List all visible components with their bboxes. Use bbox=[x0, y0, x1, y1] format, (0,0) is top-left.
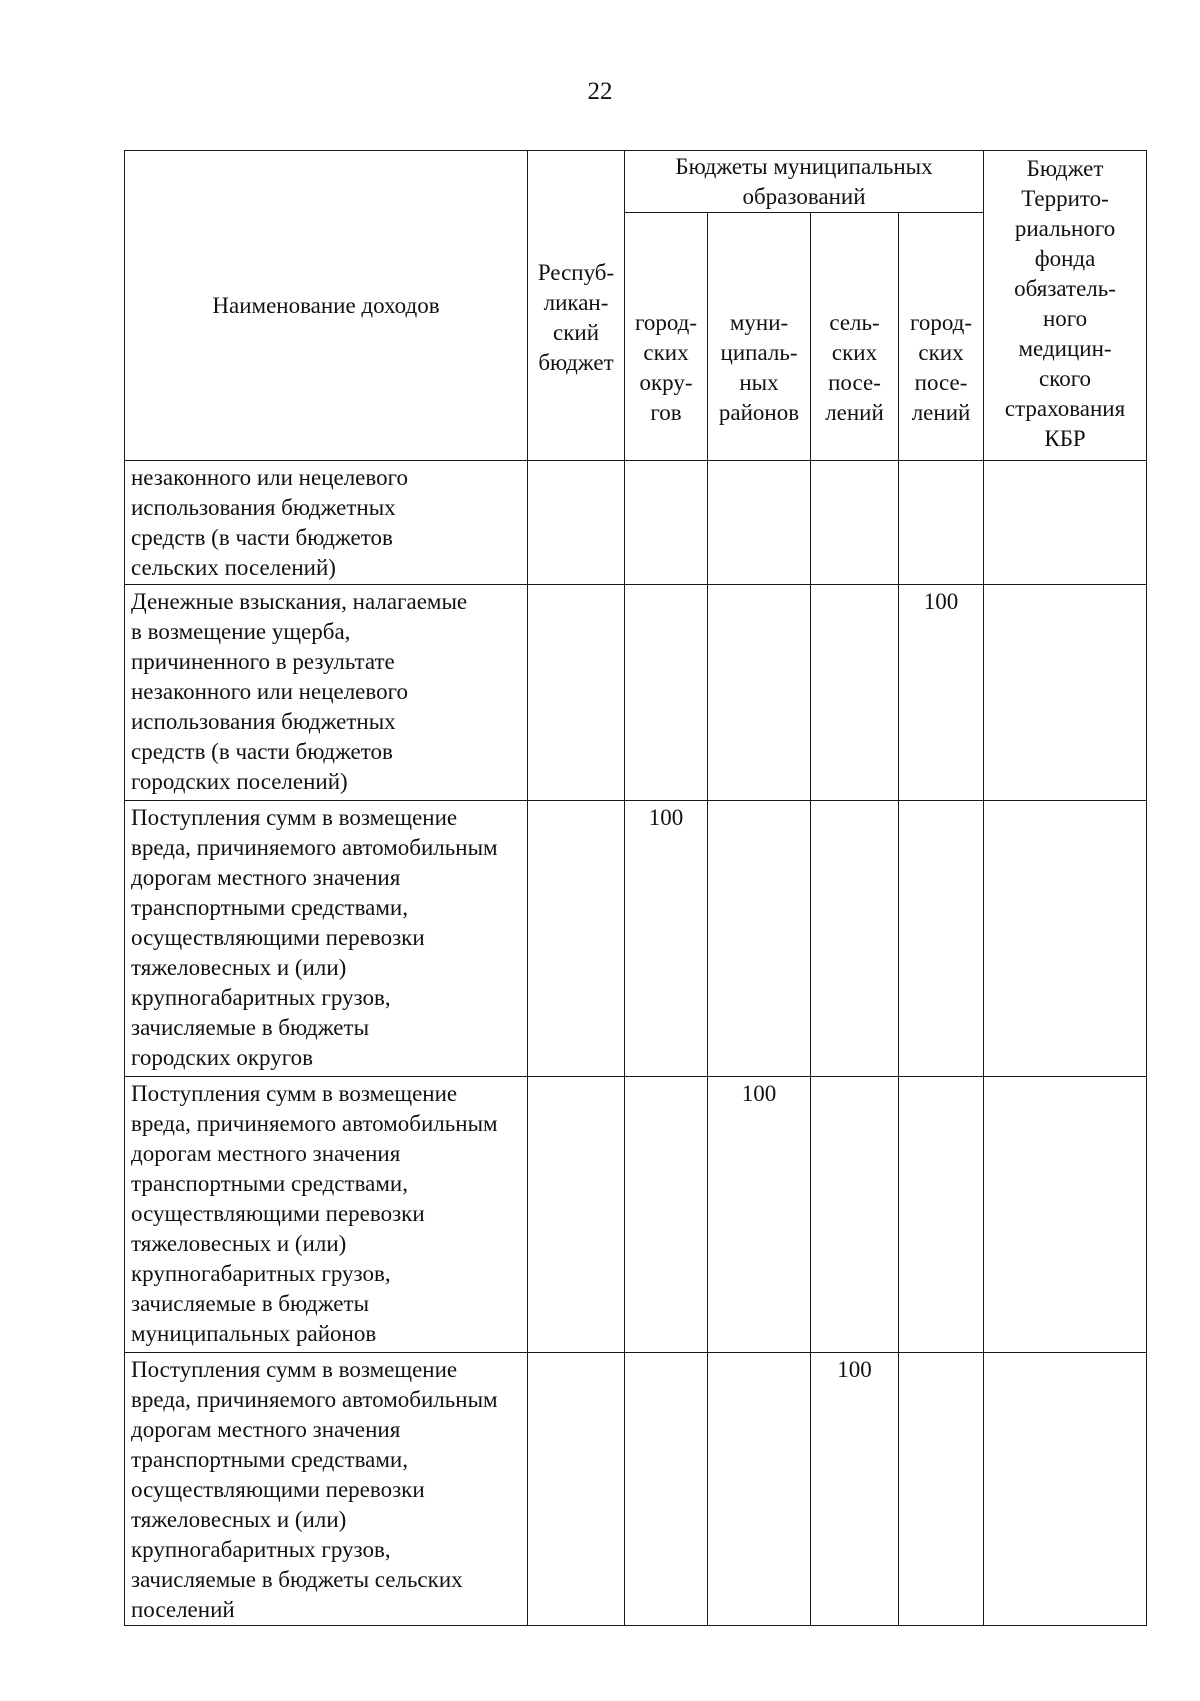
republic-value-cell bbox=[528, 1077, 625, 1353]
rural-settlements-value-cell bbox=[811, 461, 899, 585]
rural-settlements-value-cell: 100 bbox=[811, 1353, 899, 1626]
city-districts-value-cell: 100 bbox=[625, 801, 708, 1077]
header-municipal-districts bbox=[708, 213, 811, 461]
header-urban-settlements bbox=[899, 213, 984, 461]
urban-settlements-value-cell bbox=[899, 1077, 984, 1353]
header-municipal-budgets bbox=[625, 151, 984, 213]
municipal-districts-value-cell bbox=[708, 461, 811, 585]
table-row bbox=[125, 1353, 1147, 1626]
header-territorial-fund bbox=[984, 151, 1147, 461]
table-row bbox=[125, 801, 1147, 1077]
income-name-cell: Поступления сумм в возмещение вреда, причиняемого автомобильным дорогам местного значения транспортными средствами, осуществляющими перевозки тяжеловесных и (или) крупногабаритных грузов, зачисляемые в бюджеты сельских поселений bbox=[125, 1353, 528, 1626]
income-name-cell: Денежные взыскания, налагаемые в возмещение ущерба, причиненного в результате незаконного или нецелевого использования бюджетных средств (в части бюджетов городских поселений) bbox=[125, 585, 528, 801]
municipal-districts-value-cell bbox=[708, 801, 811, 1077]
territorial-fund-value-cell bbox=[984, 1353, 1147, 1626]
territorial-fund-value-cell bbox=[984, 1077, 1147, 1353]
header-municipal-budgets-label: Бюджеты муниципальных образований bbox=[675, 153, 933, 209]
income-name-cell: незаконного или нецелевого использования бюджетных средств (в части бюджетов сельских поселений) bbox=[125, 461, 528, 585]
republic-value-cell bbox=[528, 1353, 625, 1626]
urban-settlements-value-cell bbox=[899, 1353, 984, 1626]
table-row bbox=[125, 461, 1147, 585]
header-municipal-districts-label: муни- ципаль- ных районов bbox=[718, 309, 800, 425]
city-districts-value-cell bbox=[625, 585, 708, 801]
header-republic-budget bbox=[528, 151, 625, 461]
header-income-name-label: Наименование доходов bbox=[212, 292, 440, 318]
municipal-districts-value-cell: 100 bbox=[708, 1077, 811, 1353]
table-row bbox=[125, 585, 1147, 801]
header-city-districts bbox=[625, 213, 708, 461]
territorial-fund-value-cell bbox=[984, 801, 1147, 1077]
header-territorial-fund-label: Бюджет Террито- риального фонда обязатель- ного медицин- ского страхования КБР bbox=[1004, 156, 1126, 451]
income-distribution-table bbox=[124, 150, 1147, 1626]
header-rural-settlements-label: сель- ских посе- лений bbox=[825, 309, 884, 425]
header-republic-budget-label: Респуб- ликан- ский бюджет bbox=[537, 259, 615, 375]
city-districts-value-cell bbox=[625, 1077, 708, 1353]
header-row-top bbox=[125, 151, 1147, 213]
rural-settlements-value-cell bbox=[811, 1077, 899, 1353]
city-districts-value-cell bbox=[625, 1353, 708, 1626]
municipal-districts-value-cell bbox=[708, 585, 811, 801]
page-number: 22 bbox=[587, 78, 613, 105]
territorial-fund-value-cell bbox=[984, 461, 1147, 585]
income-name-cell: Поступления сумм в возмещение вреда, причиняемого автомобильным дорогам местного значения транспортными средствами, осуществляющими перевозки тяжеловесных и (или) крупногабаритных грузов, зачисляемые в бюджеты муниципальных районов bbox=[125, 1077, 528, 1353]
table-row bbox=[125, 1077, 1147, 1353]
rural-settlements-value-cell bbox=[811, 801, 899, 1077]
header-rural-settlements bbox=[811, 213, 899, 461]
urban-settlements-value-cell bbox=[899, 461, 984, 585]
header-urban-settlements-label: город- ских посе- лений bbox=[909, 309, 973, 425]
republic-value-cell bbox=[528, 461, 625, 585]
rural-settlements-value-cell bbox=[811, 585, 899, 801]
territorial-fund-value-cell bbox=[984, 585, 1147, 801]
republic-value-cell bbox=[528, 801, 625, 1077]
income-name-cell: Поступления сумм в возмещение вреда, причиняемого автомобильным дорогам местного значения транспортными средствами, осуществляющими перевозки тяжеловесных и (или) крупногабаритных грузов, зачисляемые в бюджеты городских округов bbox=[125, 801, 528, 1077]
urban-settlements-value-cell: 100 bbox=[899, 585, 984, 801]
republic-value-cell bbox=[528, 585, 625, 801]
municipal-districts-value-cell bbox=[708, 1353, 811, 1626]
city-districts-value-cell bbox=[625, 461, 708, 585]
header-city-districts-label: город- ских окру- гов bbox=[634, 309, 698, 425]
urban-settlements-value-cell bbox=[899, 801, 984, 1077]
header-income-name bbox=[125, 151, 528, 461]
